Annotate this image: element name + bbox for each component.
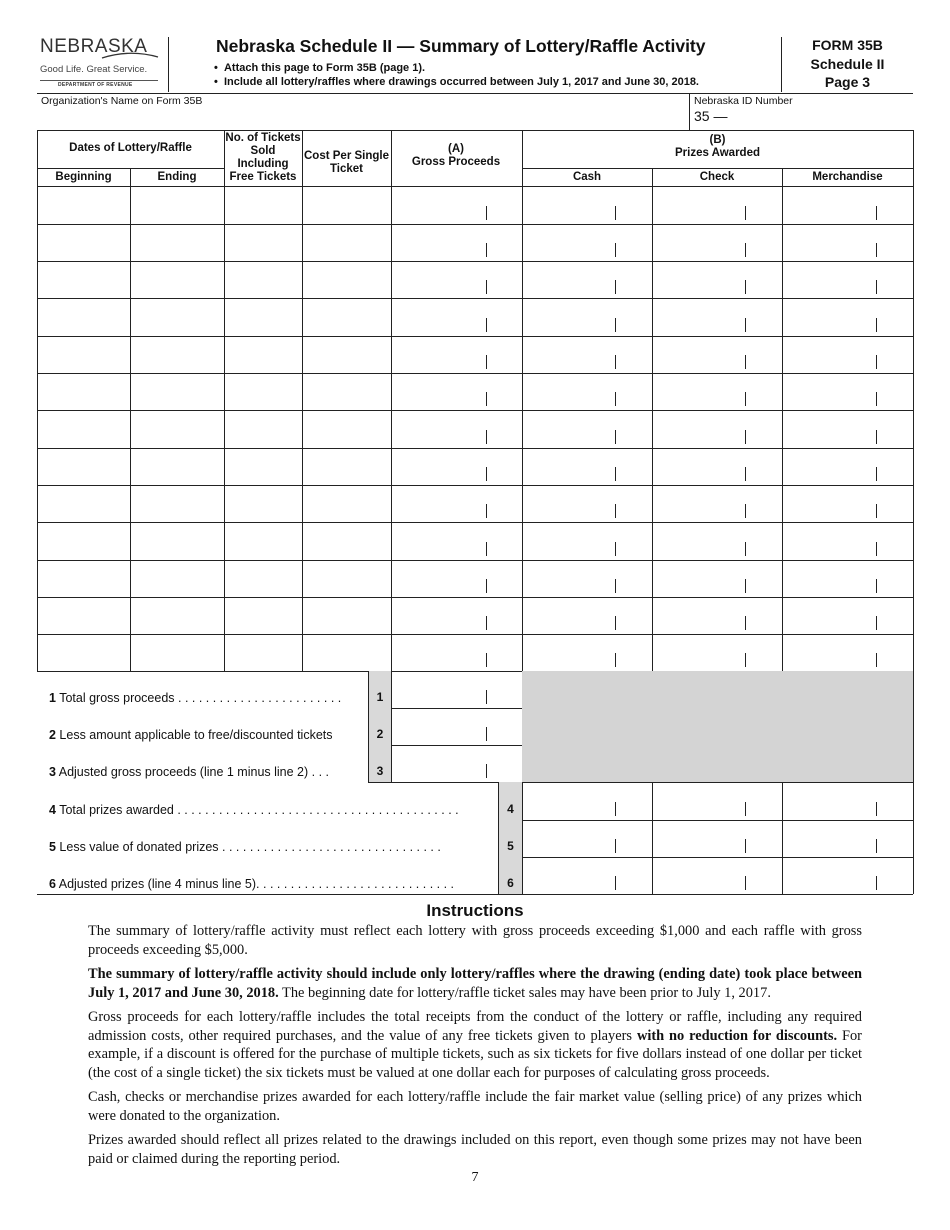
row-5-beginning-input[interactable] (37, 336, 130, 373)
row-4-tickets-input[interactable] (224, 298, 302, 336)
row-1-ending-input[interactable] (130, 186, 224, 224)
line-5-cash-input[interactable] (522, 820, 652, 857)
line-4-check-input[interactable] (652, 782, 782, 820)
col-prizes-letter: (B) (709, 134, 726, 146)
col-gross-header: Gross Proceeds (411, 156, 501, 168)
line-text: Total gross proceeds . . . . . . . . . . . . . . . . . . . . . . . . (55, 691, 342, 705)
row-13-cost-input[interactable] (302, 634, 391, 671)
line-5-check-input[interactable] (652, 820, 782, 857)
row-3-cost-input[interactable] (302, 261, 391, 298)
row-12-merch-input[interactable] (782, 597, 913, 634)
row-5-cost-input[interactable] (302, 336, 391, 373)
row-11-cash-input[interactable] (522, 560, 652, 597)
line-text: Less value of donated prizes . . . . . . . . . . . . . . . . . . . . . . . . . . . . . . . . (55, 840, 441, 854)
row-2-cash-input[interactable] (522, 224, 652, 261)
row-11-merch-input[interactable] (782, 560, 913, 597)
line-4-box: 4 (498, 782, 523, 820)
row-10-tickets-input[interactable] (224, 522, 302, 560)
instruction-paragraph: Cash, checks or merchandise prizes awarded for each lottery/raffle include the fair market value (selling price) of any prizes which were donated to the organization. (88, 1089, 862, 1124)
shaded-area (522, 671, 913, 782)
row-3-merch-input[interactable] (782, 261, 913, 298)
row-8-ending-input[interactable] (130, 448, 224, 485)
col-beginning-header: Beginning (55, 171, 112, 183)
form-identifier (782, 36, 913, 92)
row-3-gross-input[interactable] (391, 261, 522, 298)
bullet-2: • Include all lottery/raffles where drawings occurred between July 1, 2017 and June 30, 2018. (214, 76, 699, 88)
row-9-tickets-input[interactable] (224, 485, 302, 522)
row-11-cost-input[interactable] (302, 560, 391, 597)
line-5-merch-input[interactable] (782, 820, 913, 857)
row-2-ending-input[interactable] (130, 224, 224, 261)
row-12-cost-input[interactable] (302, 597, 391, 634)
row-12-ending-input[interactable] (130, 597, 224, 634)
page-number: 7 (471, 1170, 479, 1185)
line-5-box: 5 (498, 820, 523, 857)
row-8-cost-input[interactable] (302, 448, 391, 485)
line-4-label (49, 803, 495, 817)
line-text: Adjusted prizes (line 4 minus line 5). . . . . . . . . . . . . . . . . . . . . . . . . . . . . (55, 877, 455, 891)
row-7-gross-input[interactable] (391, 410, 522, 448)
row-5-cash-input[interactable] (522, 336, 652, 373)
row-11-beginning-input[interactable] (37, 560, 130, 597)
row-3-cash-input[interactable] (522, 261, 652, 298)
line-number: 1 (49, 691, 56, 705)
line-number: 2 (49, 728, 56, 742)
row-10-check-input[interactable] (652, 522, 782, 560)
row-1-cost-input[interactable] (302, 186, 391, 224)
row-2-beginning-input[interactable] (37, 224, 130, 261)
line-1-box: 1 (368, 671, 392, 708)
row-8-tickets-input[interactable] (224, 448, 302, 485)
line-4-cash-input[interactable] (522, 782, 652, 820)
row-1-beginning-input[interactable] (37, 186, 130, 224)
ne-id-field[interactable] (735, 106, 910, 128)
row-3-check-input[interactable] (652, 261, 782, 298)
row-7-ending-input[interactable] (130, 410, 224, 448)
org-name-field[interactable] (40, 106, 685, 128)
row-1-cash-input[interactable] (522, 186, 652, 224)
row-6-tickets-input[interactable] (224, 373, 302, 410)
ne-id-label: Nebraska ID Number (694, 95, 793, 107)
row-5-ending-input[interactable] (130, 336, 224, 373)
row-5-merch-input[interactable] (782, 336, 913, 373)
row-11-check-input[interactable] (652, 560, 782, 597)
row-4-beginning-input[interactable] (37, 298, 130, 336)
row-6-gross-input[interactable] (391, 373, 522, 410)
row-12-tickets-input[interactable] (224, 597, 302, 634)
row-8-gross-input[interactable] (391, 448, 522, 485)
form-number: FORM 35B (812, 37, 883, 53)
row-10-cost-input[interactable] (302, 522, 391, 560)
row-6-cash-input[interactable] (522, 373, 652, 410)
row-7-cost-input[interactable] (302, 410, 391, 448)
row-1-merch-input[interactable] (782, 186, 913, 224)
row-10-gross-input[interactable] (391, 522, 522, 560)
logo-dept: DEPARTMENT OF REVENUE (58, 82, 133, 88)
col-ending-header: Ending (157, 171, 197, 183)
line-text: Less amount applicable to free/discounted tickets (55, 728, 333, 742)
instruction-paragraph: The summary of lottery/raffle activity must reflect each lottery with gross proceeds exceeding $1,000 and each raffle with gross proceeds exceeding $5,000. (88, 923, 862, 958)
row-8-merch-input[interactable] (782, 448, 913, 485)
row-9-check-input[interactable] (652, 485, 782, 522)
row-10-beginning-input[interactable] (37, 522, 130, 560)
line-2-label (49, 728, 365, 742)
row-1-check-input[interactable] (652, 186, 782, 224)
row-8-beginning-input[interactable] (37, 448, 130, 485)
row-12-beginning-input[interactable] (37, 597, 130, 634)
line-text: Total prizes awarded . . . . . . . . . . . . . . . . . . . . . . . . . . . . . . . . . . . . . . . . . (55, 803, 459, 817)
row-12-gross-input[interactable] (391, 597, 522, 634)
row-11-gross-input[interactable] (391, 560, 522, 597)
col-dates-header: Dates of Lottery/Raffle (69, 142, 192, 154)
col-cost-header: Cost Per Single Ticket (304, 150, 389, 175)
instructions-body (88, 922, 862, 1174)
instruction-paragraph: Prizes awarded should reflect all prizes related to the drawings included on this report, even though some prizes may not have been paid or claimed during the reporting period. (88, 1132, 862, 1167)
row-2-tickets-input[interactable] (224, 224, 302, 261)
row-3-tickets-input[interactable] (224, 261, 302, 298)
logo-tagline: Good Life. Great Service. (40, 64, 148, 75)
row-3-beginning-input[interactable] (37, 261, 130, 298)
col-gross-letter: (A) (448, 143, 464, 155)
row-11-ending-input[interactable] (130, 560, 224, 597)
row-4-check-input[interactable] (652, 298, 782, 336)
instructions-heading: Instructions (426, 901, 524, 920)
gross-line-input[interactable] (391, 745, 522, 782)
row-6-ending-input[interactable] (130, 373, 224, 410)
line-6-cash-input[interactable] (522, 857, 652, 894)
instruction-bullets (214, 61, 699, 89)
row-2-merch-input[interactable] (782, 224, 913, 261)
row-13-check-input[interactable] (652, 634, 782, 671)
row-6-cost-input[interactable] (302, 373, 391, 410)
row-5-tickets-input[interactable] (224, 336, 302, 373)
col-prizes-header: Prizes Awarded (674, 147, 760, 159)
form-title: Nebraska Schedule II — Summary of Lottery/Raffle Activity (216, 36, 706, 56)
row-7-tickets-input[interactable] (224, 410, 302, 448)
nebraska-logo (38, 36, 164, 92)
row-7-check-input[interactable] (652, 410, 782, 448)
row-6-merch-input[interactable] (782, 373, 913, 410)
line-3-box: 3 (368, 745, 392, 782)
instruction-paragraph: Gross proceeds for each lottery/raffle includes the total receipts from the conduct of the lottery or raffle, including any required admission costs, other required purchases, and the value of any free tickets given to players with no reduction for discounts. For example, if a discount is offered for the purchase of multiple tickets, such as six tickets for five dollars instead of one dollar per ticket (the cost of a single ticket) the six tickets must be valued at one dollar each for purposes of calculating gross proceeds. (88, 1009, 862, 1081)
line-text: Adjusted gross proceeds (line 1 minus line 2) . . . (55, 765, 330, 779)
row-11-tickets-input[interactable] (224, 560, 302, 597)
row-10-cash-input[interactable] (522, 522, 652, 560)
row-4-cost-input[interactable] (302, 298, 391, 336)
row-13-merch-input[interactable] (782, 634, 913, 671)
row-4-ending-input[interactable] (130, 298, 224, 336)
line-number: 6 (49, 877, 56, 891)
org-name-label: Organization's Name on Form 35B (41, 95, 203, 107)
bullet-1: • Attach this page to Form 35B (page 1). (214, 62, 426, 74)
gross-line-input[interactable] (391, 708, 522, 745)
gross-line-input[interactable] (391, 671, 522, 708)
line-2-box: 2 (368, 708, 392, 745)
row-9-beginning-input[interactable] (37, 485, 130, 522)
row-4-merch-input[interactable] (782, 298, 913, 336)
col-cash-header: Cash (572, 171, 602, 183)
line-number: 4 (49, 803, 56, 817)
row-9-cost-input[interactable] (302, 485, 391, 522)
row-6-check-input[interactable] (652, 373, 782, 410)
row-5-check-input[interactable] (652, 336, 782, 373)
line-6-box: 6 (498, 857, 523, 894)
col-check-header: Check (699, 171, 735, 183)
line-number: 5 (49, 840, 56, 854)
line-3-label (49, 765, 365, 779)
logo-word: NEBRASKA (40, 36, 148, 57)
row-9-cash-input[interactable] (522, 485, 652, 522)
row-2-check-input[interactable] (652, 224, 782, 261)
row-5-gross-input[interactable] (391, 336, 522, 373)
row-7-cash-input[interactable] (522, 410, 652, 448)
row-4-cash-input[interactable] (522, 298, 652, 336)
line-5-label (49, 840, 495, 854)
row-13-tickets-input[interactable] (224, 634, 302, 671)
page-label: Page 3 (824, 74, 871, 90)
row-6-beginning-input[interactable] (37, 373, 130, 410)
row-8-check-input[interactable] (652, 448, 782, 485)
row-7-merch-input[interactable] (782, 410, 913, 448)
logo-swoosh-icon (100, 51, 160, 61)
row-2-cost-input[interactable] (302, 224, 391, 261)
row-12-check-input[interactable] (652, 597, 782, 634)
line-6-check-input[interactable] (652, 857, 782, 894)
row-13-beginning-input[interactable] (37, 634, 130, 671)
row-10-ending-input[interactable] (130, 522, 224, 560)
row-13-cash-input[interactable] (522, 634, 652, 671)
col-merch-header: Merchandise (812, 171, 883, 183)
line-1-label (49, 691, 365, 705)
line-4-merch-input[interactable] (782, 782, 913, 820)
col-tickets-header: No. of Tickets Sold Including Free Tickets (225, 132, 301, 183)
line-6-merch-input[interactable] (782, 857, 913, 894)
ne-id-prefix: 35 — (694, 108, 728, 124)
row-2-gross-input[interactable] (391, 224, 522, 261)
row-13-ending-input[interactable] (130, 634, 224, 671)
row-1-gross-input[interactable] (391, 186, 522, 224)
row-9-ending-input[interactable] (130, 485, 224, 522)
line-6-label (49, 877, 495, 891)
row-4-gross-input[interactable] (391, 298, 522, 336)
row-1-tickets-input[interactable] (224, 186, 302, 224)
row-3-ending-input[interactable] (130, 261, 224, 298)
row-9-merch-input[interactable] (782, 485, 913, 522)
row-12-cash-input[interactable] (522, 597, 652, 634)
instruction-paragraph: The summary of lottery/raffle activity should include only lottery/raffles where the drawing (ending date) took place between July 1, 2017 and June 30, 2018. The beginning date for lottery/raffle ticket sales may have been prior to July 1, 2017. (88, 966, 862, 1001)
row-13-gross-input[interactable] (391, 634, 522, 671)
row-7-beginning-input[interactable] (37, 410, 130, 448)
line-number: 3 (49, 765, 56, 779)
row-8-cash-input[interactable] (522, 448, 652, 485)
schedule-number: Schedule II (810, 55, 885, 72)
row-9-gross-input[interactable] (391, 485, 522, 522)
row-10-merch-input[interactable] (782, 522, 913, 560)
